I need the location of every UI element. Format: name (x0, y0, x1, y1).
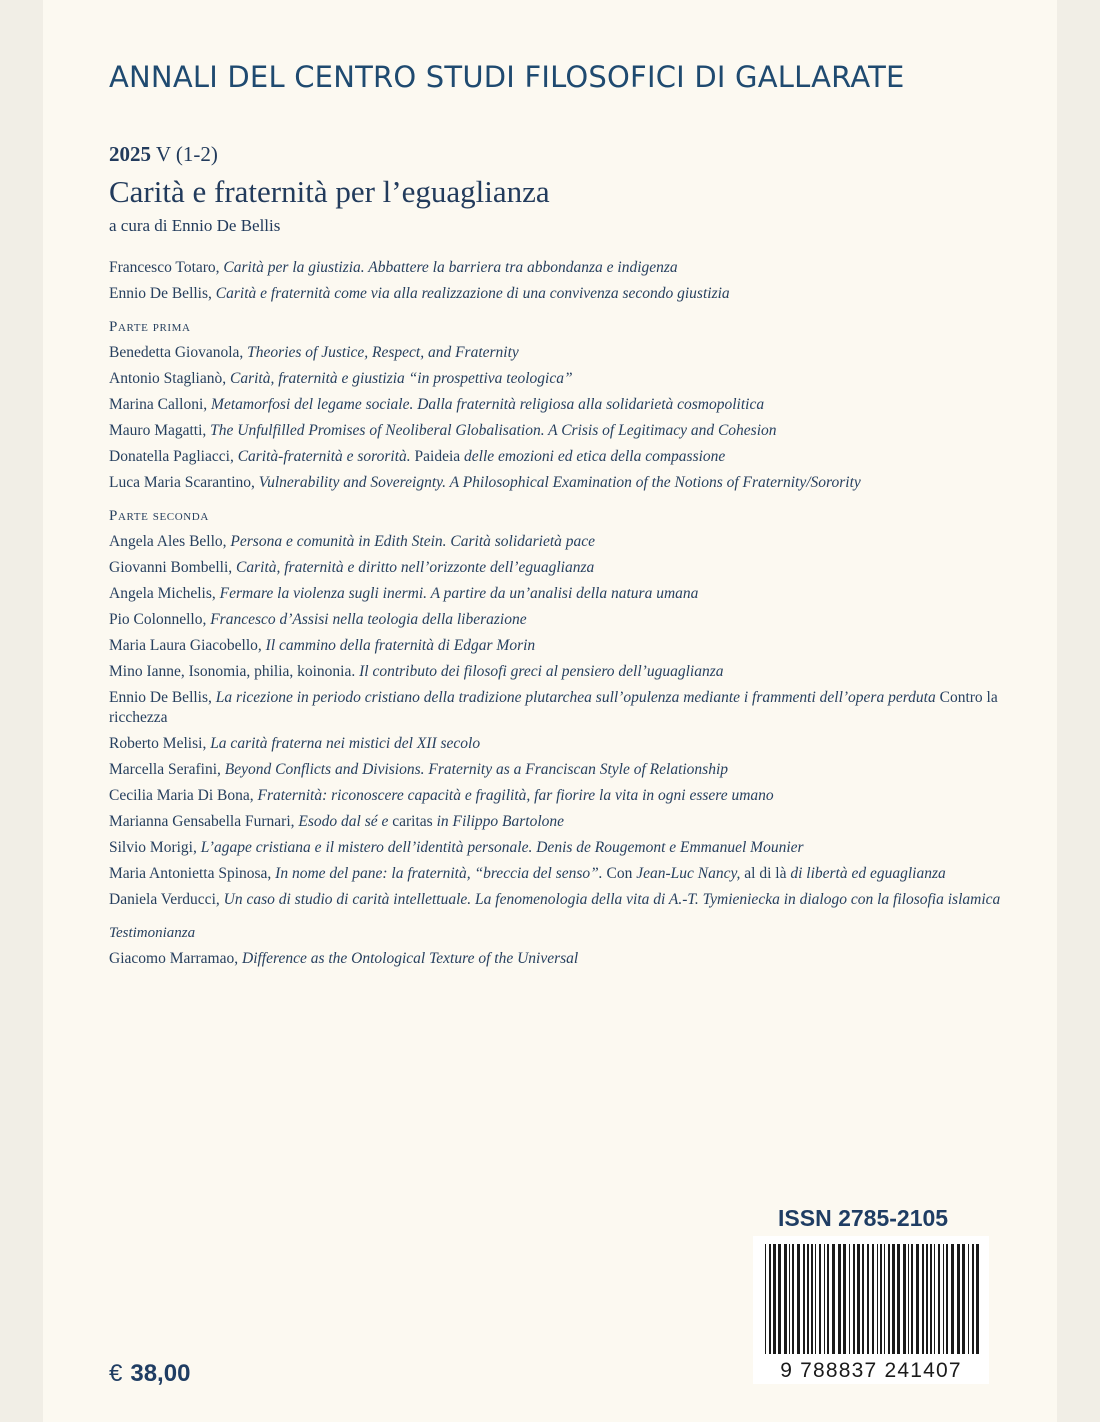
barcode-bar (769, 1244, 771, 1354)
barcode-bars (765, 1244, 979, 1354)
toc-title: In nome del pane: la fraternità, “breccia del senso”. (275, 865, 603, 882)
toc-title: La carità fraterna nei mistici del XII secolo (210, 735, 481, 752)
toc-author: Ennio De Bellis (109, 285, 209, 302)
section-heading-testimonianza: Testimonianza (109, 925, 196, 941)
barcode-bar (888, 1244, 890, 1354)
toc-author: Marcella Serafini (109, 761, 218, 778)
toc-author: Maria Antonietta Spinosa (109, 865, 268, 882)
toc-entry: Angela Michelis, Fermare la violenza sugli inermi. A partire da un’analisi della natura umana (109, 585, 699, 602)
barcode-number: 9 788837 241407 (780, 1359, 962, 1382)
barcode-bar (968, 1244, 969, 1354)
barcode-bar (962, 1244, 965, 1354)
toc-title: Carità, fraternità e diritto nell’orizzonte dell’eguaglianza (236, 559, 595, 576)
barcode-bar (843, 1244, 846, 1354)
toc-entry: Luca Maria Scarantino, Vulnerability and Sovereignty. A Philosophical Examination of the Notions of Fraternity/Sorority (109, 474, 861, 491)
barcode-bar (976, 1244, 979, 1354)
series-title: ANNALI DEL CENTRO STUDI FILOSOFICI DI GALLARATE (109, 60, 905, 94)
barcode-bar (951, 1244, 954, 1354)
toc-title: delle emozioni ed etica della compassione (464, 448, 726, 465)
toc-author: Silvio Morigi (109, 839, 193, 856)
toc-title: Persona e comunità in Edith Stein. Carità solidarietà pace (230, 533, 596, 550)
barcode-bar (943, 1244, 944, 1354)
toc-entry: Marina Calloni, Metamorfosi del legame sociale. Dalla fraternità religiosa alla solidarietà cosmopolitica (109, 396, 765, 413)
barcode-bar (824, 1244, 825, 1354)
barcode-bar (880, 1244, 882, 1354)
table-of-contents (109, 258, 1009, 975)
toc-title: Difference as the Ontological Texture of the Universal (242, 950, 579, 967)
barcode-bar (934, 1244, 935, 1354)
toc-entry: Marcella Serafini, Beyond Conflicts and Divisions. Fraternity as a Franciscan Style of Relationship (109, 761, 729, 778)
barcode-bar (827, 1244, 829, 1354)
barcode-bar (797, 1244, 800, 1354)
barcode-bar (815, 1244, 816, 1354)
toc-title: Il cammino della fraternità di Edgar Morin (265, 637, 536, 654)
toc-author: Cecilia Maria Di Bona (109, 787, 250, 804)
toc-title-roman: al di là (744, 865, 787, 882)
isbn-barcode (753, 1236, 989, 1384)
toc-title: The Unfulfilled Promises of Neoliberal Globalisation. A Crisis of Legitimacy and Cohesion (210, 422, 777, 439)
toc-title: Carità e fraternità come via alla realizzazione di una convivenza secondo giustizia (215, 285, 730, 302)
barcode-bar (884, 1244, 885, 1354)
barcode-bar (857, 1244, 860, 1354)
barcode-bar (765, 1244, 766, 1354)
toc-title: Esodo dal sé e (298, 813, 389, 830)
barcode-bar (853, 1244, 855, 1354)
toc-entry: Pio Colonnello, Francesco d’Assisi nella teologia della liberazione (109, 611, 527, 628)
toc-author: Francesco Totaro (109, 259, 216, 276)
toc-title: Fraternità: riconoscere capacità e fragilità, far fiorire la vita in ogni essere umano (257, 787, 774, 804)
toc-title: Il contributo dei filosofi greci al pensiero dell’uguaglianza (359, 663, 724, 680)
issue-year: 2025 (109, 142, 151, 166)
barcode-bar (916, 1244, 919, 1354)
section-heading-part1: Parte prima (109, 319, 191, 335)
toc-title: Jean-Luc Nancy, (636, 865, 741, 882)
toc-author: Antonio Staglianò (109, 370, 223, 387)
barcode-bar (908, 1244, 909, 1354)
barcode-bar (903, 1244, 906, 1354)
barcode-bar (803, 1244, 805, 1354)
toc-entry: Daniela Verducci, Un caso di studio di carità intellettuale. La fenomenologia della vita di A.-T. Tymieniecka in dialogo con la filosofia islamica (109, 891, 1001, 908)
barcode-bar (922, 1244, 924, 1354)
toc-entry: Ennio De Bellis, La ricezione in periodo cristiano della tradizione plutarchea sull’opulenza mediante i frammenti dell’opera perduta Contro la ricchezza (109, 689, 998, 726)
price-amount: 38,00 (130, 1360, 191, 1387)
barcode-bar (773, 1244, 776, 1354)
toc-author: Mauro Magatti (109, 422, 203, 439)
toc-title: Beyond Conflicts and Divisions. Fraternity as a Franciscan Style of Relationship (224, 761, 729, 778)
toc-author: Pio Colonnello (109, 611, 203, 628)
barcode-bar (792, 1244, 794, 1354)
barcode-bar (897, 1244, 900, 1354)
toc-title: Francesco d’Assisi nella teologia della liberazione (210, 611, 527, 628)
barcode-bar (911, 1244, 913, 1354)
toc-title: Carità, fraternità e giustizia “in prospettiva teologica” (229, 370, 573, 387)
toc-author: Luca Maria Scarantino (109, 474, 252, 491)
toc-title: Theories of Justice, Respect, and Fraternity (247, 344, 519, 361)
toc-entry: Roberto Melisi, La carità fraterna nei mistici del XII secolo (109, 735, 481, 752)
toc-title: Un caso di studio di carità intellettuale. La fenomenologia della vita di A.-T. Tymieniecka in dialogo con la filosofia islamica (223, 891, 1001, 908)
toc-author: Giovanni Bombelli (109, 559, 229, 576)
barcode-bar (872, 1244, 874, 1354)
toc-entry: Silvio Morigi, L’agape cristiana e il mistero dell’identità personale. Denis de Rougemont e Emmanuel Mounier (109, 839, 804, 856)
toc-entry: Mauro Magatti, The Unfulfilled Promises of Neoliberal Globalisation. A Crisis of Legitimacy and Cohesion (109, 422, 777, 439)
toc-author: Mino Ianne (109, 663, 181, 680)
toc-title: Vulnerability and Sovereignty. A Philosophical Examination of the Notions of Fraternity/Sorority (258, 474, 861, 491)
toc-entry: Maria Laura Giacobello, Il cammino della fraternità di Edgar Morin (109, 637, 536, 654)
issue-line (109, 142, 218, 167)
toc-entry: Maria Antonietta Spinosa, In nome del pane: la fraternità, “breccia del senso”. Con Jean-Luc Nancy, al di là di libertà ed eguaglianza (109, 865, 946, 882)
toc-entry: Donatella Pagliacci, Carità-fraternità e sororità. Paideia delle emozioni ed etica della compassione (109, 448, 726, 465)
toc-entry: Benedetta Giovanola, Theories of Justice, Respect, and Fraternity (109, 344, 519, 361)
toc-entry: Giacomo Marramao, Difference as the Ontological Texture of the Universal (109, 950, 579, 967)
toc-entry: Francesco Totaro, Carità per la giustizia. Abbattere la barriera tra abbondanza e indigenza (109, 259, 678, 276)
barcode-bar (778, 1244, 781, 1354)
barcode-bar (789, 1244, 790, 1354)
toc-title-roman: Con (606, 865, 633, 882)
barcode-bar (807, 1244, 809, 1354)
toc-author: Daniela Verducci (109, 891, 216, 908)
barcode-bar (811, 1244, 813, 1354)
issn-label: ISSN 2785-2105 (778, 1205, 949, 1231)
barcode-bar (819, 1244, 821, 1354)
toc-entry: Cecilia Maria Di Bona, Fraternità: riconoscere capacità e fragilità, far fiorire la vita in ogni essere umano (109, 787, 774, 804)
barcode-bar (877, 1244, 878, 1354)
toc-author: Roberto Melisi (109, 735, 203, 752)
barcode-bar (938, 1244, 940, 1354)
back-cover (43, 0, 1057, 1422)
toc-title: L’agape cristiana e il mistero dell’identità personale. Denis de Rougemont e Emmanuel Mounier (200, 839, 804, 856)
toc-entry: Ennio De Bellis, Carità e fraternità come via alla realizzazione di una convivenza secondo giustizia (109, 285, 730, 302)
toc-title: in Filippo Bartolone (436, 813, 565, 830)
toc-entry: Angela Ales Bello, Persona e comunità in Edith Stein. Carità solidarietà pace (109, 533, 596, 550)
toc-author: Donatella Pagliacci (109, 448, 230, 465)
toc-author: Marina Calloni (109, 396, 204, 413)
toc-author: Angela Ales Bello (109, 533, 223, 550)
editor-line: a cura di Ennio De Bellis (109, 216, 281, 235)
barcode-graphic (753, 1236, 989, 1384)
toc-title: Carità per la giustizia. Abbattere la barriera tra abbondanza e indigenza (223, 259, 678, 276)
barcode-bar (849, 1244, 850, 1354)
issue-volume: V (1-2) (155, 142, 218, 166)
toc-title: di libertà ed eguaglianza (790, 865, 946, 882)
price-currency: € (109, 1360, 123, 1387)
toc-title-roman: Paideia (414, 448, 461, 465)
toc-title: Carità-fraternità e sororità. (237, 448, 411, 465)
toc-author: Benedetta Giovanola (109, 344, 240, 361)
barcode-bar (892, 1244, 895, 1354)
section-heading-part2: Parte seconda (109, 508, 209, 524)
barcode-bar (832, 1244, 835, 1354)
price (109, 1360, 190, 1388)
toc-entry: Mino Ianne, Isonomia, philia, koinonia. Il contributo dei filosofi greci al pensiero dell’uguaglianza (109, 663, 724, 680)
toc-author: Ennio De Bellis (109, 689, 209, 706)
barcode-bar (946, 1244, 948, 1354)
toc-entry: Antonio Staglianò, Carità, fraternità e giustizia “in prospettiva teologica” (109, 370, 573, 387)
barcode-bar (972, 1244, 974, 1354)
barcode-bar (926, 1244, 928, 1354)
toc-entry: Giovanni Bombelli, Carità, fraternità e diritto nell’orizzonte dell’eguaglianza (109, 559, 595, 576)
toc-title-roman: caritas (392, 813, 433, 830)
barcode-bar (862, 1244, 864, 1354)
toc-title-roman: Contro la ricchezza (109, 689, 998, 726)
toc-author: Giacomo Marramao (109, 950, 235, 967)
toc-author: Angela Michelis (109, 585, 212, 602)
toc-author: Marianna Gensabella Furnari (109, 813, 291, 830)
barcode-bar (784, 1244, 787, 1354)
toc-entry: Marianna Gensabella Furnari, Esodo dal sé e caritas in Filippo Bartolone (109, 813, 565, 830)
volume-title: Carità e fraternità per l’eguaglianza (109, 174, 550, 209)
toc-title: La ricezione in periodo cristiano della tradizione plutarchea sull’opulenza mediante i frammenti dell’opera perduta (215, 689, 936, 706)
barcode-bar (867, 1244, 869, 1354)
barcode-bar (930, 1244, 932, 1354)
barcode-bar (838, 1244, 841, 1354)
toc-title-roman: Isonomia, philia, koinonia. (188, 663, 356, 680)
toc-title: Fermare la violenza sugli inermi. A partire da un’analisi della natura umana (219, 585, 699, 602)
toc-title: Metamorfosi del legame sociale. Dalla fraternità religiosa alla solidarietà cosmopolitica (211, 396, 765, 413)
toc-author: Maria Laura Giacobello (109, 637, 258, 654)
barcode-bar (957, 1244, 960, 1354)
